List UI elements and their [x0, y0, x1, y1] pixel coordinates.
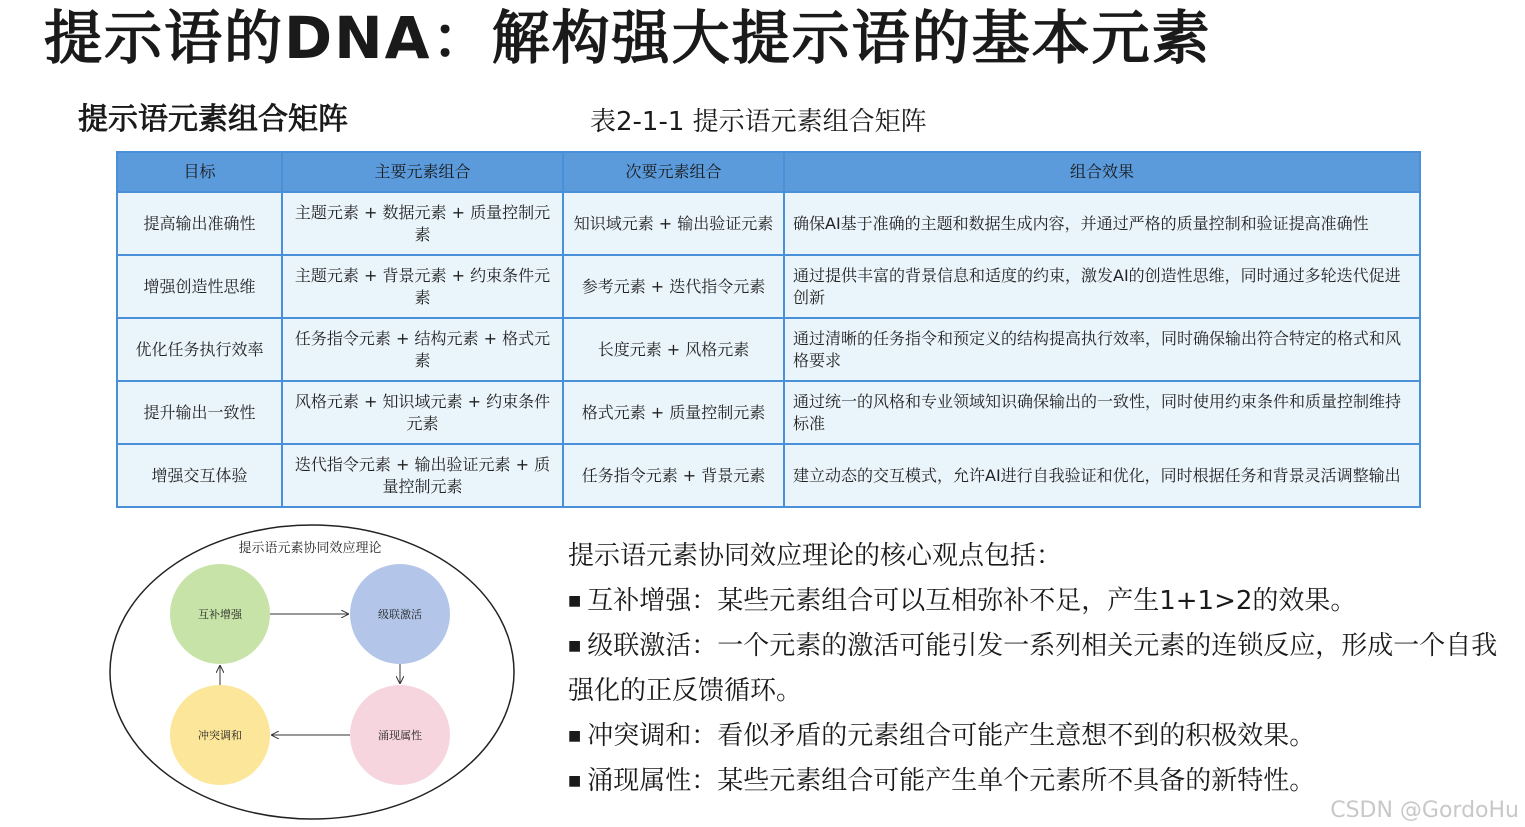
cell-effect: 确保AI基于准确的主题和数据生成内容，并通过严格的质量控制和验证提高准确性 [784, 192, 1420, 255]
point-text: 涌现属性：某些元素组合可能产生单个元素所不具备的新特性。 [587, 766, 1316, 796]
cell-primary: 迭代指令元素 + 输出验证元素 + 质量控制元素 [282, 444, 563, 507]
table-row [117, 381, 1420, 444]
node-cascade-label: 级联激活 [378, 608, 422, 621]
table-header-row [117, 152, 1420, 192]
table-caption: 表2-1-1 提示语元素组合矩阵 [590, 107, 927, 137]
watermark: CSDN @GordoHu [1330, 798, 1519, 823]
point-text: 级联激活：一个元素的激活可能引发一系列相关元素的连锁反应，形成一个自我强化的正反馈循环。 [568, 631, 1498, 706]
table-row [117, 318, 1420, 381]
bullet-icon: ■ [568, 593, 582, 609]
core-points [568, 534, 1498, 804]
synergy-theory-diagram [108, 523, 518, 821]
bullet-icon: ■ [568, 638, 582, 654]
cell-primary: 主题元素 + 背景元素 + 约束条件元素 [282, 255, 563, 318]
core-points-intro: 提示语元素协同效应理论的核心观点包括： [568, 541, 1063, 571]
cell-goal: 优化任务执行效率 [117, 318, 282, 381]
cell-secondary: 格式元素 + 质量控制元素 [563, 381, 784, 444]
node-conflict-label: 冲突调和 [198, 729, 242, 742]
table-row [117, 444, 1420, 507]
cell-secondary: 参考元素 + 迭代指令元素 [563, 255, 784, 318]
bullet-icon: ■ [568, 773, 582, 789]
table-row [117, 192, 1420, 255]
header-secondary: 次要元素组合 [563, 152, 784, 192]
page-title: 提示语的DNA：解构强大提示语的基本元素 [44, 4, 1212, 72]
diagram-title: 提示语元素协同效应理论 [238, 541, 382, 556]
cell-effect: 建立动态的交互模式，允许AI进行自我验证和优化，同时根据任务和背景灵活调整输出 [784, 444, 1420, 507]
node-emergent-label: 涌现属性 [378, 729, 422, 742]
cell-effect: 通过清晰的任务指令和预定义的结构提高执行效率，同时确保输出符合特定的格式和风格要求 [784, 318, 1420, 381]
cell-secondary: 长度元素 + 风格元素 [563, 318, 784, 381]
cell-primary: 风格元素 + 知识域元素 + 约束条件元素 [282, 381, 563, 444]
cell-goal: 提升输出一致性 [117, 381, 282, 444]
header-primary: 主要元素组合 [282, 152, 563, 192]
point-text: 互补增强：某些元素组合可以互相弥补不足，产生1+1>2的效果。 [587, 586, 1357, 616]
cell-primary: 任务指令元素 + 结构元素 + 格式元素 [282, 318, 563, 381]
point-item [568, 714, 1498, 759]
node-complementary-label: 互补增强 [198, 608, 242, 621]
cell-secondary: 任务指令元素 + 背景元素 [563, 444, 784, 507]
cell-effect: 通过统一的风格和专业领域知识确保输出的一致性，同时使用约束条件和质量控制维持标准 [784, 381, 1420, 444]
cell-primary: 主题元素 + 数据元素 + 质量控制元素 [282, 192, 563, 255]
diagram-outer-ellipse [110, 525, 514, 819]
cell-goal: 提高输出准确性 [117, 192, 282, 255]
cell-effect: 通过提供丰富的背景信息和适度的约束，激发AI的创造性思维，同时通过多轮迭代促进创新 [784, 255, 1420, 318]
header-effect: 组合效果 [784, 152, 1420, 192]
point-item [568, 579, 1498, 624]
table-row [117, 255, 1420, 318]
element-combination-table [116, 151, 1421, 508]
point-text: 冲突调和：看似矛盾的元素组合可能产生意想不到的积极效果。 [587, 721, 1316, 751]
cell-secondary: 知识域元素 + 输出验证元素 [563, 192, 784, 255]
cell-goal: 增强创造性思维 [117, 255, 282, 318]
header-goal: 目标 [117, 152, 282, 192]
point-item [568, 624, 1498, 714]
section-title: 提示语元素组合矩阵 [78, 102, 348, 137]
cell-goal: 增强交互体验 [117, 444, 282, 507]
bullet-icon: ■ [568, 728, 582, 744]
